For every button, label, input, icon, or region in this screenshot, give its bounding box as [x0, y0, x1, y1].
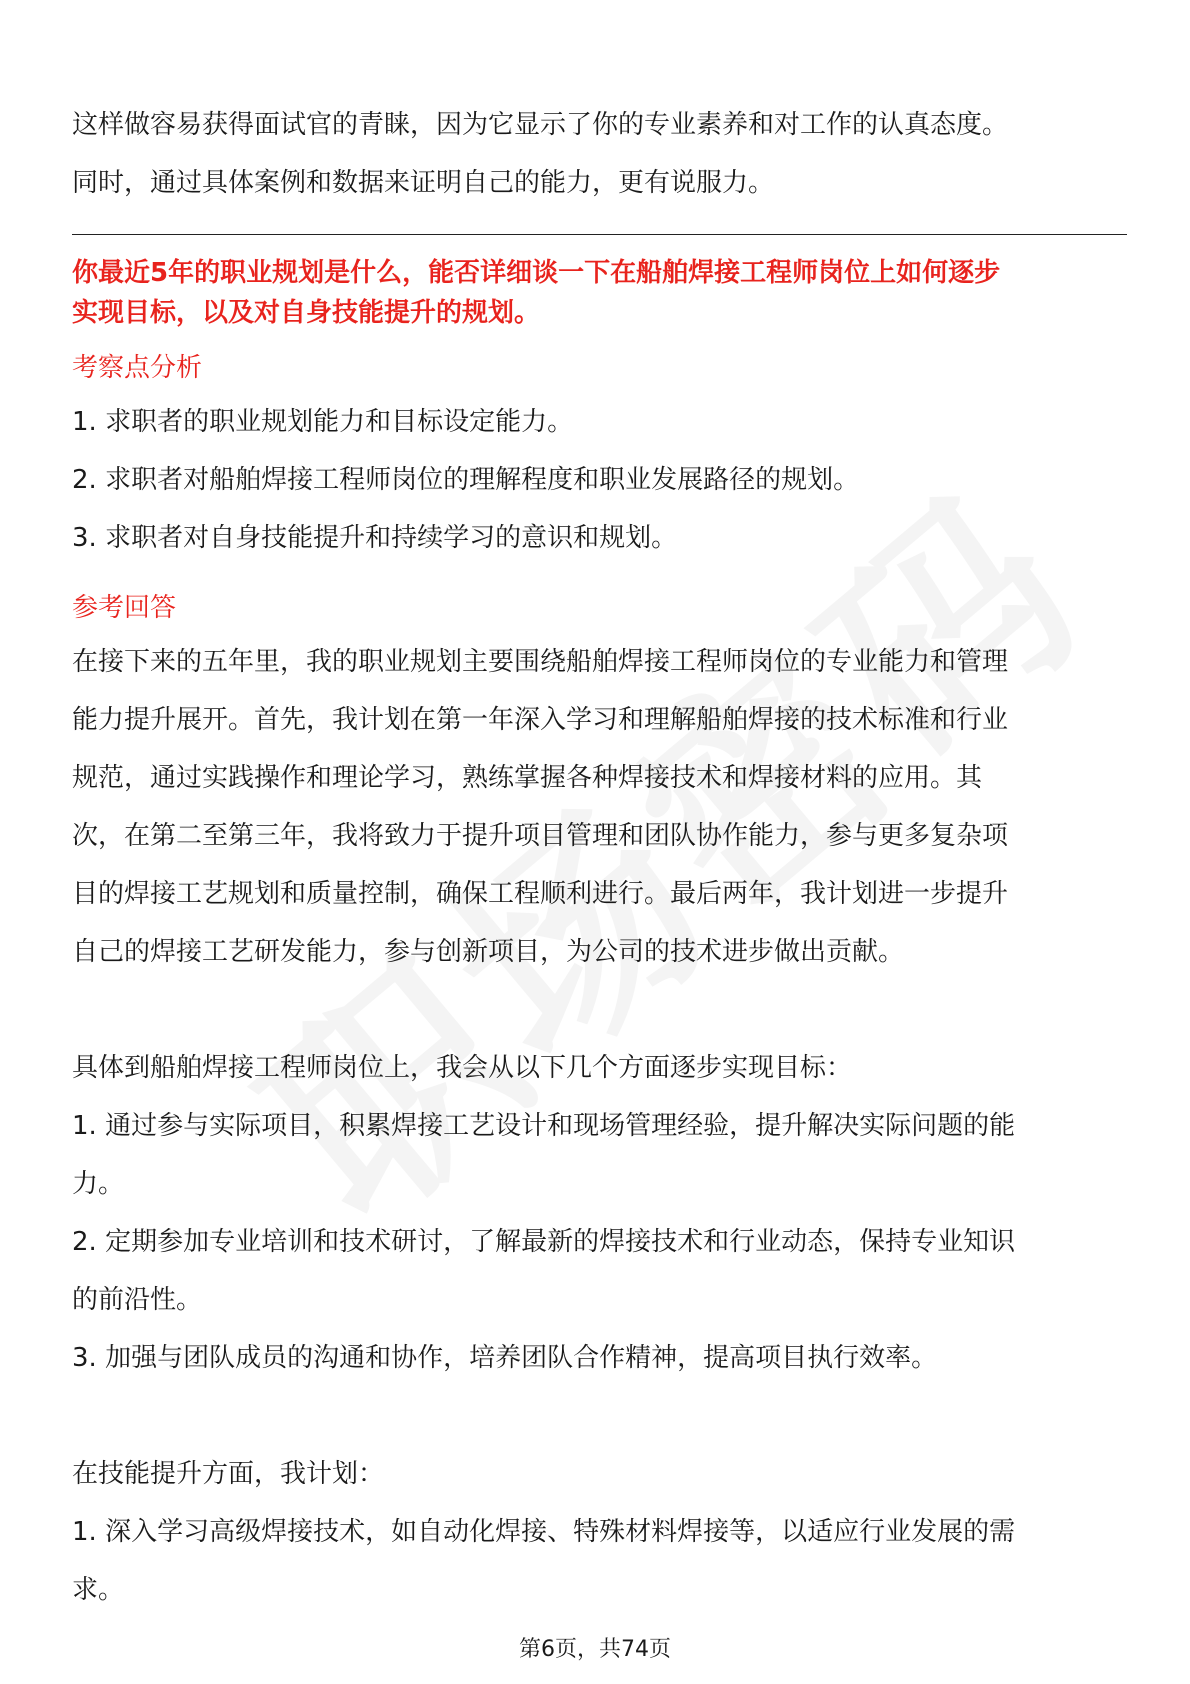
question-line-2: 实现目标，以及对自身技能提升的规划。	[72, 298, 541, 328]
answer-para2-item-1-line-1: 1. 通过参与实际项目，积累焊接工艺设计和现场管理经验，提升解决实际问题的能	[72, 1111, 1016, 1141]
answer-para3-item-1-line-1: 1. 深入学习高级焊接技术，如自动化焊接、特殊材料焊接等，以适应行业发展的需	[72, 1517, 1016, 1547]
analysis-item-1: 1. 求职者的职业规划能力和目标设定能力。	[72, 407, 574, 437]
question-heading	[72, 253, 1127, 333]
answer-para2-item-3: 3. 加强与团队成员的沟通和协作，培养团队合作精神，提高项目执行效率。	[72, 1343, 938, 1373]
answer-para1-line: 次，在第二至第三年，我将致力于提升项目管理和团队协作能力，参与更多复杂项	[72, 821, 1009, 851]
answer-para3-item-1-line-2: 求。	[72, 1575, 125, 1605]
answer-title: 参考回答	[72, 593, 177, 623]
intro-line-1: 这样做容易获得面试官的青睐，因为它显示了你的专业素养和对工作的认真态度。	[72, 110, 1009, 140]
intro-line-2: 同时，通过具体案例和数据来证明自己的能力，更有说服力。	[72, 168, 775, 198]
answer-para3-intro: 在技能提升方面，我计划：	[72, 1459, 385, 1489]
answer-para1-line: 自己的焊接工艺研发能力，参与创新项目，为公司的技术进步做出贡献。	[72, 937, 905, 967]
answer-paragraph-1	[72, 633, 1127, 981]
answer-para2-intro: 具体到船舶焊接工程师岗位上，我会从以下几个方面逐步实现目标：	[72, 1053, 853, 1083]
page-number: 第6页，共74页	[519, 1637, 671, 1662]
document-page	[72, 96, 1127, 1619]
answer-para1-line: 目的焊接工艺规划和质量控制，确保工程顺利进行。最后两年，我计划进一步提升	[72, 879, 1009, 909]
answer-para2-item-2-line-2: 的前沿性。	[72, 1285, 203, 1315]
answer-para2-item-1-line-2: 力。	[72, 1169, 125, 1199]
answer-para1-line: 能力提升展开。首先，我计划在第一年深入学习和理解船舶焊接的技术标准和行业	[72, 705, 1009, 735]
answer-para1-line: 在接下来的五年里，我的职业规划主要围绕船舶焊接工程师岗位的专业能力和管理	[72, 647, 1009, 677]
section-divider	[72, 234, 1127, 235]
analysis-item-3: 3. 求职者对自身技能提升和持续学习的意识和规划。	[72, 523, 678, 553]
question-line-1: 你最近5年的职业规划是什么，能否详细谈一下在船舶焊接工程师岗位上如何逐步	[72, 258, 1001, 288]
answer-para1-line: 规范，通过实践操作和理论学习，熟练掌握各种焊接技术和焊接材料的应用。其	[72, 763, 983, 793]
answer-para2-item-2-line-1: 2. 定期参加专业培训和技术研讨，了解最新的焊接技术和行业动态，保持专业知识	[72, 1227, 1016, 1257]
analysis-title: 考察点分析	[72, 353, 203, 383]
analysis-item-2: 2. 求职者对船舶焊接工程师岗位的理解程度和职业发展路径的规划。	[72, 465, 860, 495]
